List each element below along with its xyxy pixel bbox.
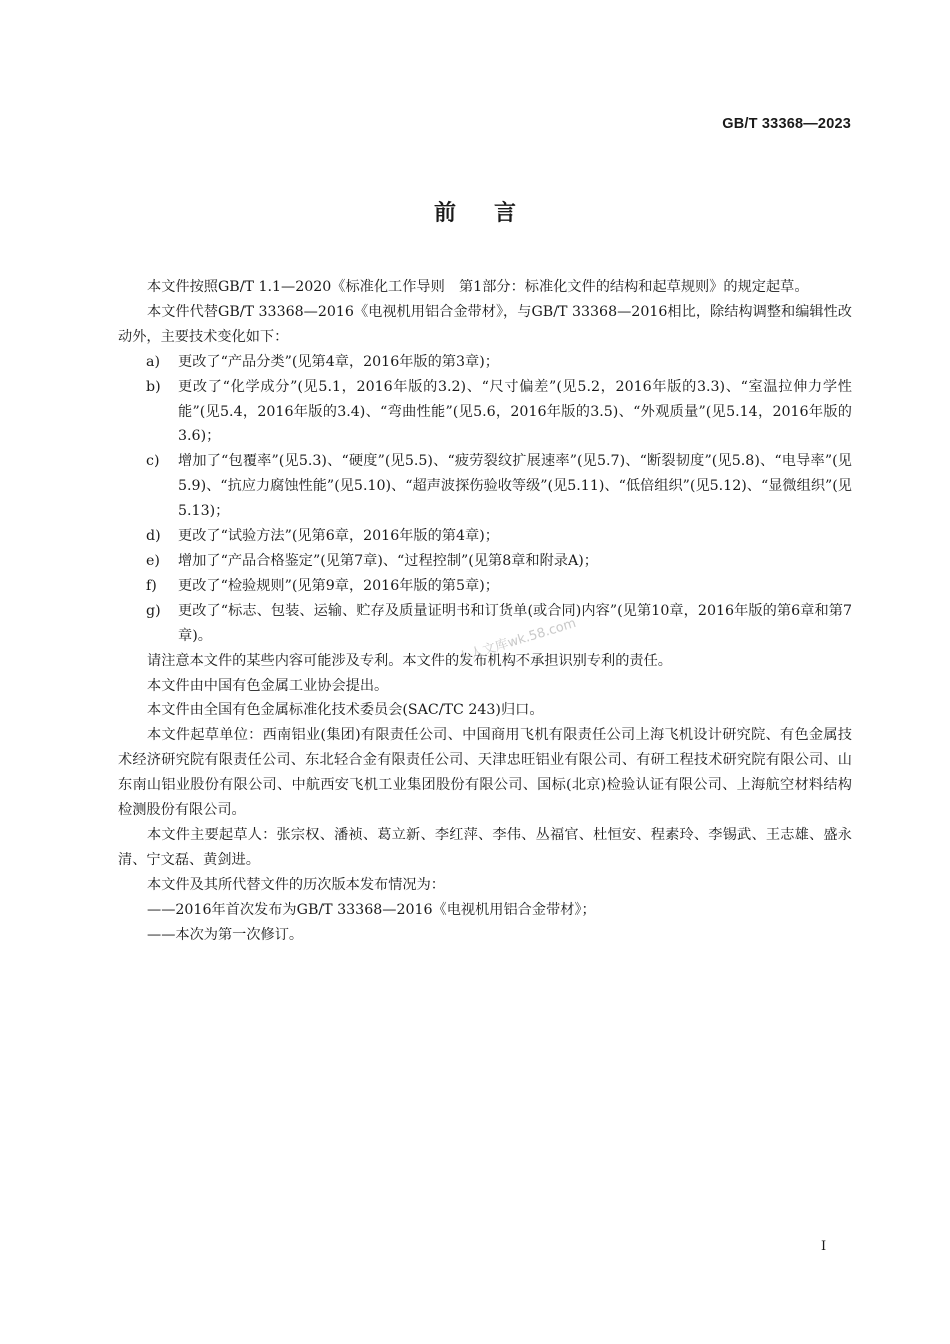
centralizer-paragraph: 本文件由全国有色金属标准化技术委员会(SAC/TC 243)归口。	[147, 702, 544, 719]
replace-paragraph: 本文件代替GB/T 33368—2016《电视机用铝合金带材》，与GB/T 33368—2016相比，除结构调整和编辑性改动外，主要技术变化如下：	[118, 303, 852, 345]
list-marker: c)	[146, 453, 160, 470]
list-item	[118, 549, 852, 574]
intro-paragraph: 本文件按照GB/T 1.1—2020《标准化工作导则 第1部分：标准化文件的结构和起草规则》的规定起草。	[147, 279, 809, 295]
list-marker: a)	[146, 353, 160, 370]
list-marker: b)	[146, 378, 161, 395]
list-item-text: 增加了“包覆率”(见5.3)、“硬度”(见5.5)、“疲劳裂纹扩展速率”(见5.7)、“断裂韧度”(见5.8)、“电导率”(见5.9)、“抗应力腐蚀性能”(见5.10)、“超声波探伤验收等级”(见5.11)、“低倍组织”(见5.12)、“显微组织”(见5.13)；	[178, 453, 852, 520]
watermark: 人人文库wk.58.com	[456, 615, 578, 667]
list-marker: f)	[146, 577, 157, 594]
patent-note: 请注意本文件的某些内容可能涉及专利。本文件的发布机构不承担识别专利的责任。	[147, 652, 672, 669]
history-item: ——2016年首次发布为GB/T 33368—2016《电视机用铝合金带材》；	[147, 901, 596, 918]
list-item	[118, 375, 852, 450]
list-item-text: 更改了“标志、包装、运输、贮存及质量证明书和订货单(或合同)内容”(见第10章，2016年版的第6章和第7章)。	[178, 602, 852, 644]
changes-list	[118, 350, 852, 649]
list-item	[118, 524, 852, 549]
page-number: I	[821, 1239, 827, 1254]
list-item	[118, 350, 852, 375]
list-item-text: 更改了“检验规则”(见第9章，2016年版的第5章)；	[178, 577, 499, 594]
list-item-text: 更改了“产品分类”(见第4章，2016年版的第3章)；	[178, 353, 499, 370]
list-marker: d)	[146, 528, 161, 545]
list-item-text: 更改了“试验方法”(见第6章，2016年版的第4章)；	[178, 528, 499, 545]
list-marker: g)	[146, 602, 161, 619]
list-marker: e)	[146, 552, 160, 569]
drafting-units-paragraph: 本文件起草单位：西南铝业(集团)有限责任公司、中国商用飞机有限责任公司上海飞机设计研究院、有色金属技术经济研究院有限责任公司、东北轻合金有限责任公司、天津忠旺铝业有限公司、有研工程技术研究院有限公司、山东南山铝业股份有限公司、中航西安飞机工业集团股份有限公司、国标(北京)检验认证有限公司、上海航空材料结构检测股份有限公司。	[118, 727, 852, 819]
proposer-paragraph: 本文件由中国有色金属工业协会提出。	[147, 677, 389, 694]
list-item-text: 增加了“产品合格鉴定”(见第7章)、“过程控制”(见第8章和附录A)；	[178, 552, 598, 569]
history-intro: 本文件及其所代替文件的历次版本发布情况为：	[147, 876, 445, 893]
list-item	[118, 449, 852, 524]
page-title: 前言	[433, 200, 554, 226]
standard-number: GB/T 33368—2023	[722, 116, 851, 132]
document-body	[118, 275, 852, 947]
list-item-text: 更改了“化学成分”(见5.1，2016年版的3.2)、“尺寸偏差”(见5.2，2016年版的3.3)、“室温拉伸力学性能”(见5.4，2016年版的3.4)、“弯曲性能”(见5.6，2016年版的3.5)、“外观质量”(见5.14，2016年版的3.6)；	[178, 378, 852, 445]
history-item: ——本次为第一次修订。	[147, 926, 304, 943]
drafters-paragraph: 本文件主要起草人：张宗权、潘祯、葛立新、李红萍、李伟、丛福官、杜恒安、程素玲、李锡武、王志雄、盛永清、宁文磊、黄剑进。	[118, 826, 852, 868]
list-item	[118, 574, 852, 599]
